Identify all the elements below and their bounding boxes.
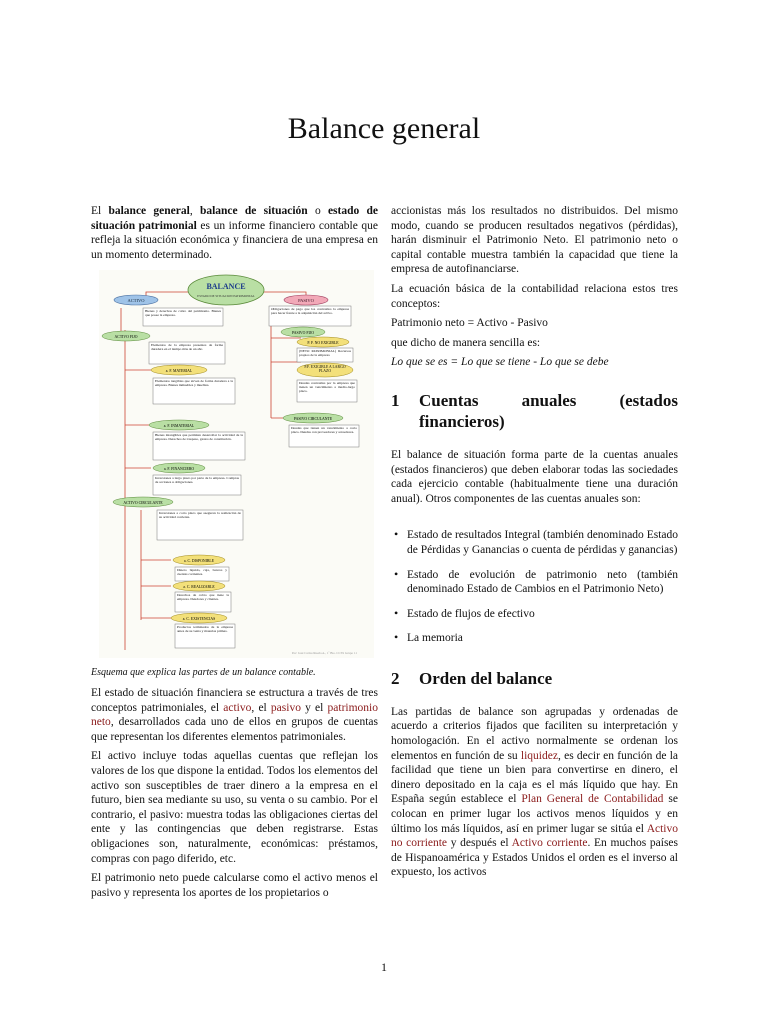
section-heading-1: 1 Cuentas anuales (estados financieros) bbox=[391, 390, 678, 431]
link-activo[interactable]: activo bbox=[223, 701, 252, 714]
section-heading-2: 2 Orden del balance bbox=[391, 668, 553, 688]
formula-sencilla: Lo que se es = Lo que se tiene - Lo que se debe bbox=[391, 356, 609, 369]
list-item: • Estado de resultados Integral (también denominado Estado de Pérdidas y Ganancias o cuenta de pérdidas y ganancias) bbox=[391, 528, 678, 557]
paragraph-orden: Las partidas de balance son agrupadas y ordenadas de acuerdo a criterios fijados que faciliten su interpretación y homologación. En el activo normalmente se ordenan los elementos en función de su liquidez, es decir en función de la facilidad que tiene un bien para convertirse en dinero, el dinero depositado en la caja es el más líquido que hay. En España según establece el Plan General de Contabilidad se colocan en primer lugar los activos menos líquidos y en último los más líquidos, así en primer lugar se sitúa el Activo no corriente y después el Activo corriente. En muchos países de Hispanoamérica y Estados Unidos el orden es el inverso al expuesto, los activos bbox=[391, 705, 679, 879]
bullet-list bbox=[391, 528, 678, 646]
financiero-desc: Inversiones a largo plazo por parte de la empresa. Compras de acciones u obligaciones. bbox=[155, 476, 239, 485]
inmaterial-label: a. F. INMATERIAL bbox=[163, 424, 195, 429]
list-item: • La memoria bbox=[391, 631, 678, 646]
link-liquidez[interactable]: liquidez bbox=[520, 749, 558, 762]
exigible-lp-label: P.F. EXIGIBLE A LARGO PLAZO bbox=[304, 365, 346, 374]
circulante-desc: Inversiones a corto plazo que aseguran la realización de su actividad corriente. bbox=[159, 511, 241, 520]
link-plan-general[interactable]: Plan General de Contabilidad bbox=[521, 793, 664, 806]
left-column bbox=[91, 204, 378, 905]
paragraph-conceptos: El estado de situación financiera se estructura a través de tres conceptos patrimoniales, el activo, el pasivo y el patrimonio neto, desarrollados cada uno de ellos en grupos de cuentas que representan los diferentes elementos patrimoniales. bbox=[91, 686, 378, 743]
realizable-desc: Derechos de cobro que tiene la empresa. Deudores y clientes. bbox=[177, 593, 229, 602]
realizable-label: a. C. REALIZABLE bbox=[183, 585, 215, 590]
no-exigible-desc: (NETO PATRIMONIAL) Recursos propios de la empresa bbox=[299, 349, 351, 358]
link-pasivo[interactable]: pasivo bbox=[270, 701, 301, 714]
material-desc: Elementos tangibles que sirven de forma duradera a la empresa. Bienes inmuebles y muebles. bbox=[155, 379, 233, 388]
pasivo-fijo-label: PASIVO FIJO bbox=[292, 331, 314, 336]
paragraph-patrimonio: El patrimonio neto puede calcularse como el activo menos el pasivo y representa los aportes de los propietarios o bbox=[91, 872, 378, 899]
pasivo-circulante-desc: Deudas que tienen un vencimiento a corto plazo. Deudas con proveedores y acreedores. bbox=[291, 426, 357, 435]
pasivo-desc: Obligaciones de pago que los contraídos la empresa para hacer frente a la adquisición del activo. bbox=[271, 307, 349, 316]
diagram-credit: Por: José Carlos Rueda A., 1º Bto. CCSS Grupo 11 bbox=[291, 651, 357, 656]
activo-fijo-label: ACTIVO FIJO bbox=[114, 335, 138, 340]
page-number: 1 bbox=[381, 960, 387, 974]
formula-patrimonio: Patrimonio neto = Activo - Pasivo bbox=[391, 317, 548, 330]
intro-paragraph: El balance general, balance de situación o estado de situación patrimonial es un informe financiero contable que refleja la situación económica y financiera de una empresa en un momento determinado. bbox=[91, 205, 379, 261]
list-item: • Estado de evolución de patrimonio neto (también denominado Estado de Cambios en el Patrimonio Neto) bbox=[391, 568, 678, 597]
existencias-label: a. C. EXISTENCIAS bbox=[182, 617, 216, 622]
list-item: • Estado de flujos de efectivo bbox=[391, 607, 678, 622]
paragraph-sencilla: que dicho de manera sencilla es: bbox=[391, 336, 541, 349]
balance-node-title: BALANCE bbox=[206, 282, 246, 292]
figure-caption: Esquema que explica las partes de un balance contable. bbox=[91, 667, 316, 679]
link-activo-no-corriente[interactable]: Activo no corriente bbox=[391, 822, 678, 850]
disponible-desc: Dinero líquido, caja, bancos y cuentas corrientes. bbox=[177, 568, 227, 577]
balance-diagram-svg bbox=[91, 270, 378, 666]
financiero-label: a. F. FINANCIERO bbox=[163, 467, 195, 472]
activo-label: ACTIVO bbox=[127, 298, 145, 304]
balance-diagram bbox=[91, 270, 378, 666]
existencias-desc: Productos terminados de la empresa antes de su venta y materias primas. bbox=[177, 625, 233, 634]
paragraph-ecuacion: La ecuación básica de la contabilidad relaciona estos tres conceptos: bbox=[391, 282, 678, 310]
diagram-background bbox=[99, 270, 374, 658]
paragraph-activo: El activo incluye todas aquellas cuentas que reflejan los valores de los que dispone la entidad. Todos los elementos del activo son susceptibles de traer dinero a la empresa en el futuro, bien sea mediante su uso, su venta o su cambio. Por el contrario, el pasivo: muestra todas las obligaciones ciertas del ente y las contingencias que deben registrarse. Estas obligaciones son, naturalmente, económicas: préstamos, compras con pago diferido, etc. bbox=[91, 750, 378, 865]
disponible-label: a. C. DISPONIBLE bbox=[183, 559, 215, 564]
material-label: a. F. MATERIAL bbox=[165, 369, 193, 374]
activo-fijo-desc: Elementos de la empresa presentes de forma duradera en el tiempo más de un año bbox=[151, 343, 223, 352]
balance-node-subtitle: ESTADO DE SITUACION PATRIMONIAL bbox=[197, 294, 255, 299]
inmaterial-desc: Bienes intangibles que permiten desarrollar la actividad de la empresa. Derechos de traspaso, gastos de constitución. bbox=[155, 433, 243, 442]
activo-desc: Bienes y derechos de cobro del patrimonio. Bienes que posee la empresa. bbox=[145, 309, 221, 318]
right-column bbox=[391, 204, 678, 885]
pasivo-circulante-label: PASIVO CIRCULANTE bbox=[293, 417, 333, 422]
link-activo-corriente[interactable]: Activo corriente bbox=[511, 837, 588, 850]
no-exigible-label: P. F. NO EXIGIBLE bbox=[307, 341, 339, 346]
pasivo-label: PASIVO bbox=[298, 298, 314, 304]
link-patrimonio-neto[interactable]: patrimonio neto bbox=[91, 701, 378, 729]
circulante-label: ACTIVO CIRCULANTE bbox=[123, 501, 163, 506]
exigible-lp-desc: Deudas contraídas por la empresa que tienen un vencimiento a medio-largo plazo. bbox=[299, 381, 355, 394]
paragraph-accionistas: accionistas más los resultados no distribuidos. Del mismo modo, cuando se producen resultados negativos (pérdidas), harán disminuir el Patrimonio Neto. El patrimonio neto o capital contable muestra también la capacidad que tiene la empresa de autofinanciarse. bbox=[391, 205, 678, 276]
page-title: Balance general bbox=[287, 112, 481, 145]
paragraph-cuentas: El balance de situación forma parte de la cuentas anuales (estados financieros) que deben elaborar todas las sociedades cada ejercicio contable (habitualmente tiene una duración anual). Otros componentes de las cuentas anuales son: bbox=[391, 448, 678, 505]
